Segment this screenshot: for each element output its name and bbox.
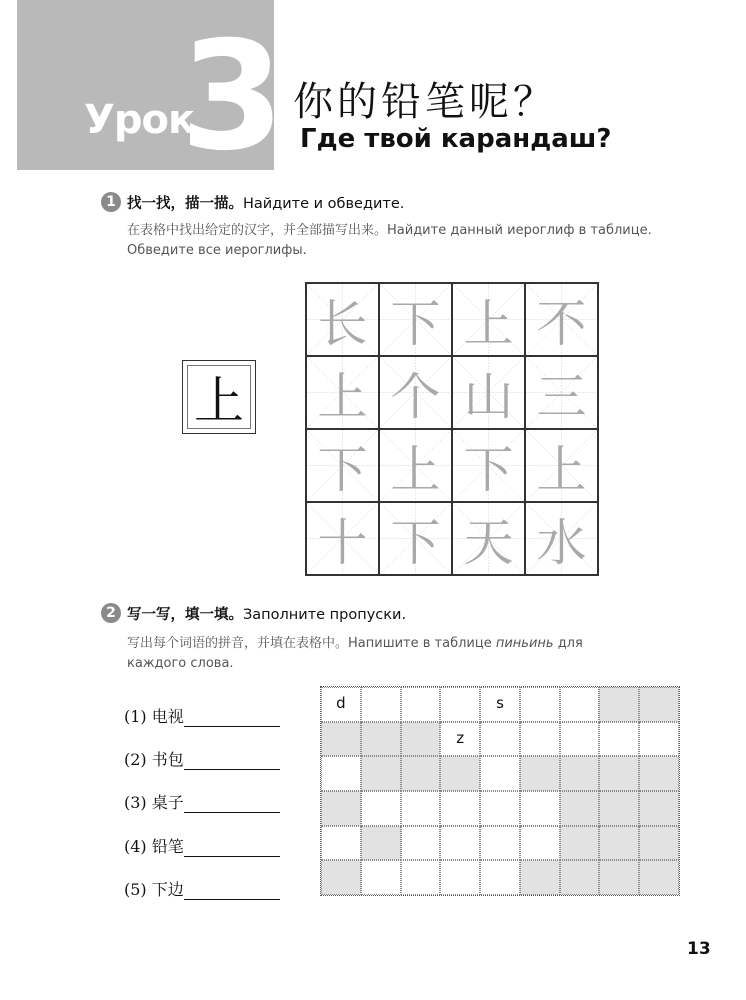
answer-blank[interactable] [184,840,280,857]
puzzle-cell[interactable] [401,791,441,826]
puzzle-cell[interactable] [520,791,560,826]
puzzle-letter: s [496,694,504,712]
pinyin-puzzle-grid [320,686,680,896]
puzzle-cell[interactable] [440,687,480,722]
target-character: 上 [187,365,251,429]
puzzle-cell[interactable] [639,722,679,757]
grid-character: 上 [317,367,368,426]
grid-cell[interactable] [379,283,452,356]
grid-character: 不 [536,294,587,353]
grid-character: 下 [390,294,441,353]
exercise-2-instruction-line-1: 写出每个词语的拼音，并填在表格中。Напишите в таблице пиньинь для [127,636,583,651]
puzzle-letter: d [336,694,346,712]
puzzle-cell[interactable] [560,722,600,757]
grid-cell[interactable] [379,502,452,575]
exercise-2-title-ru: Заполните пропуски. [243,607,407,623]
puzzle-cell[interactable] [520,687,560,722]
puzzle-cell[interactable] [361,791,401,826]
exercise-1-title [127,192,404,213]
exercise-1-title-ru: Найдите и обведите. [243,196,405,212]
puzzle-cell-shaded [440,756,480,791]
grid-character: 天 [463,513,514,572]
puzzle-cell-shaded [401,756,441,791]
lesson-label: Урок [84,97,195,143]
puzzle-cell[interactable] [440,826,480,861]
puzzle-cell[interactable] [520,826,560,861]
grid-cell[interactable] [379,429,452,502]
grid-cell[interactable] [452,502,525,575]
puzzle-cell-shaded [599,826,639,861]
grid-cell[interactable] [379,356,452,429]
puzzle-cell-shaded [401,722,441,757]
puzzle-cell[interactable] [599,722,639,757]
puzzle-cell-shaded [361,826,401,861]
exercise-1-title-cn: 找一找，描一描。 [127,196,243,212]
exercise-1-instructions [127,221,652,261]
puzzle-cell-shaded [321,791,361,826]
grid-character: 上 [463,294,514,353]
puzzle-cell[interactable] [401,860,441,895]
exercise-2-instruction-line-2: каждого слова. [127,656,234,671]
exercise-1-number-badge: 1 [101,192,121,212]
word-item: (1) 电视 [124,704,280,727]
grid-character: 个 [390,367,441,426]
puzzle-cell-shaded [639,756,679,791]
exercise-2-instructions [127,634,583,674]
exercise-2-title-cn: 写一写，填一填。 [127,607,243,623]
answer-blank[interactable] [184,753,280,770]
grid-character: 上 [390,440,441,499]
exercise-1-instruction-line-1: 在表格中找出给定的汉字，并全部描写出来。Найдите данный иероглиф в таблице. [127,223,652,238]
puzzle-letter: z [456,728,465,747]
puzzle-cell[interactable] [480,722,520,757]
puzzle-cell-shaded [520,860,560,895]
word-item: (4) 铅笔 [124,834,280,857]
answer-blank[interactable] [184,883,280,900]
puzzle-cell-shaded [599,860,639,895]
puzzle-cell[interactable] [480,756,520,791]
puzzle-cell[interactable] [440,722,480,757]
grid-cell[interactable] [525,356,598,429]
puzzle-cell-shaded [639,826,679,861]
puzzle-cell[interactable] [480,791,520,826]
puzzle-cell[interactable] [321,687,361,722]
answer-blank[interactable] [184,710,280,727]
grid-character: 上 [536,440,587,499]
grid-character: 下 [390,513,441,572]
grid-cell[interactable] [525,502,598,575]
puzzle-cell-shaded [599,687,639,722]
puzzle-cell-shaded [599,791,639,826]
character-grid [305,282,599,576]
puzzle-cell[interactable] [440,791,480,826]
target-character-box [182,360,256,434]
grid-character: 长 [317,294,368,353]
grid-cell[interactable] [452,356,525,429]
puzzle-cell-shaded [639,687,679,722]
puzzle-cell[interactable] [361,860,401,895]
grid-character: 十 [317,513,368,572]
grid-cell[interactable] [525,429,598,502]
puzzle-cell[interactable] [480,826,520,861]
puzzle-cell-shaded [639,791,679,826]
grid-character: 下 [463,440,514,499]
grid-cell[interactable] [306,356,379,429]
word-item: (2) 书包 [124,747,280,770]
grid-cell[interactable] [306,429,379,502]
puzzle-cell[interactable] [560,687,600,722]
puzzle-cell-shaded [361,722,401,757]
puzzle-cell[interactable] [520,722,560,757]
exercise-2-number-badge: 2 [101,603,121,623]
grid-cell[interactable] [525,283,598,356]
grid-character: 三 [536,367,587,426]
puzzle-cell-shaded [639,860,679,895]
answer-blank[interactable] [184,796,280,813]
puzzle-cell[interactable] [321,826,361,861]
puzzle-cell[interactable] [361,687,401,722]
grid-cell[interactable] [306,283,379,356]
grid-character: 水 [536,513,587,572]
grid-character: 下 [317,440,368,499]
lesson-number: 3 [180,10,285,184]
grid-cell[interactable] [452,429,525,502]
puzzle-cell[interactable] [440,860,480,895]
puzzle-cell-shaded [560,826,600,861]
page-title-russian: Где твой карандаш? [300,124,612,154]
puzzle-cell-shaded [599,756,639,791]
puzzle-cell-shaded [321,860,361,895]
page-title-chinese: 你的铅笔呢？ [293,79,557,125]
puzzle-cell[interactable] [321,756,361,791]
exercise-1-instruction-line-2: Обведите все иероглифы. [127,243,307,258]
puzzle-cell[interactable] [480,860,520,895]
word-item: (5) 下边 [124,877,280,900]
puzzle-cell-shaded [560,756,600,791]
puzzle-cell[interactable] [480,687,520,722]
grid-cell[interactable] [306,502,379,575]
word-item: (3) 桌子 [124,790,280,813]
puzzle-cell[interactable] [401,826,441,861]
puzzle-cell-shaded [520,756,560,791]
puzzle-cell-shaded [560,860,600,895]
grid-character: 山 [463,367,514,426]
exercise-2-title [127,603,406,624]
puzzle-cell-shaded [560,791,600,826]
page-number: 13 [687,939,711,959]
puzzle-cell-shaded [321,722,361,757]
puzzle-cell-shaded [361,756,401,791]
puzzle-cell[interactable] [401,687,441,722]
grid-cell[interactable] [452,283,525,356]
